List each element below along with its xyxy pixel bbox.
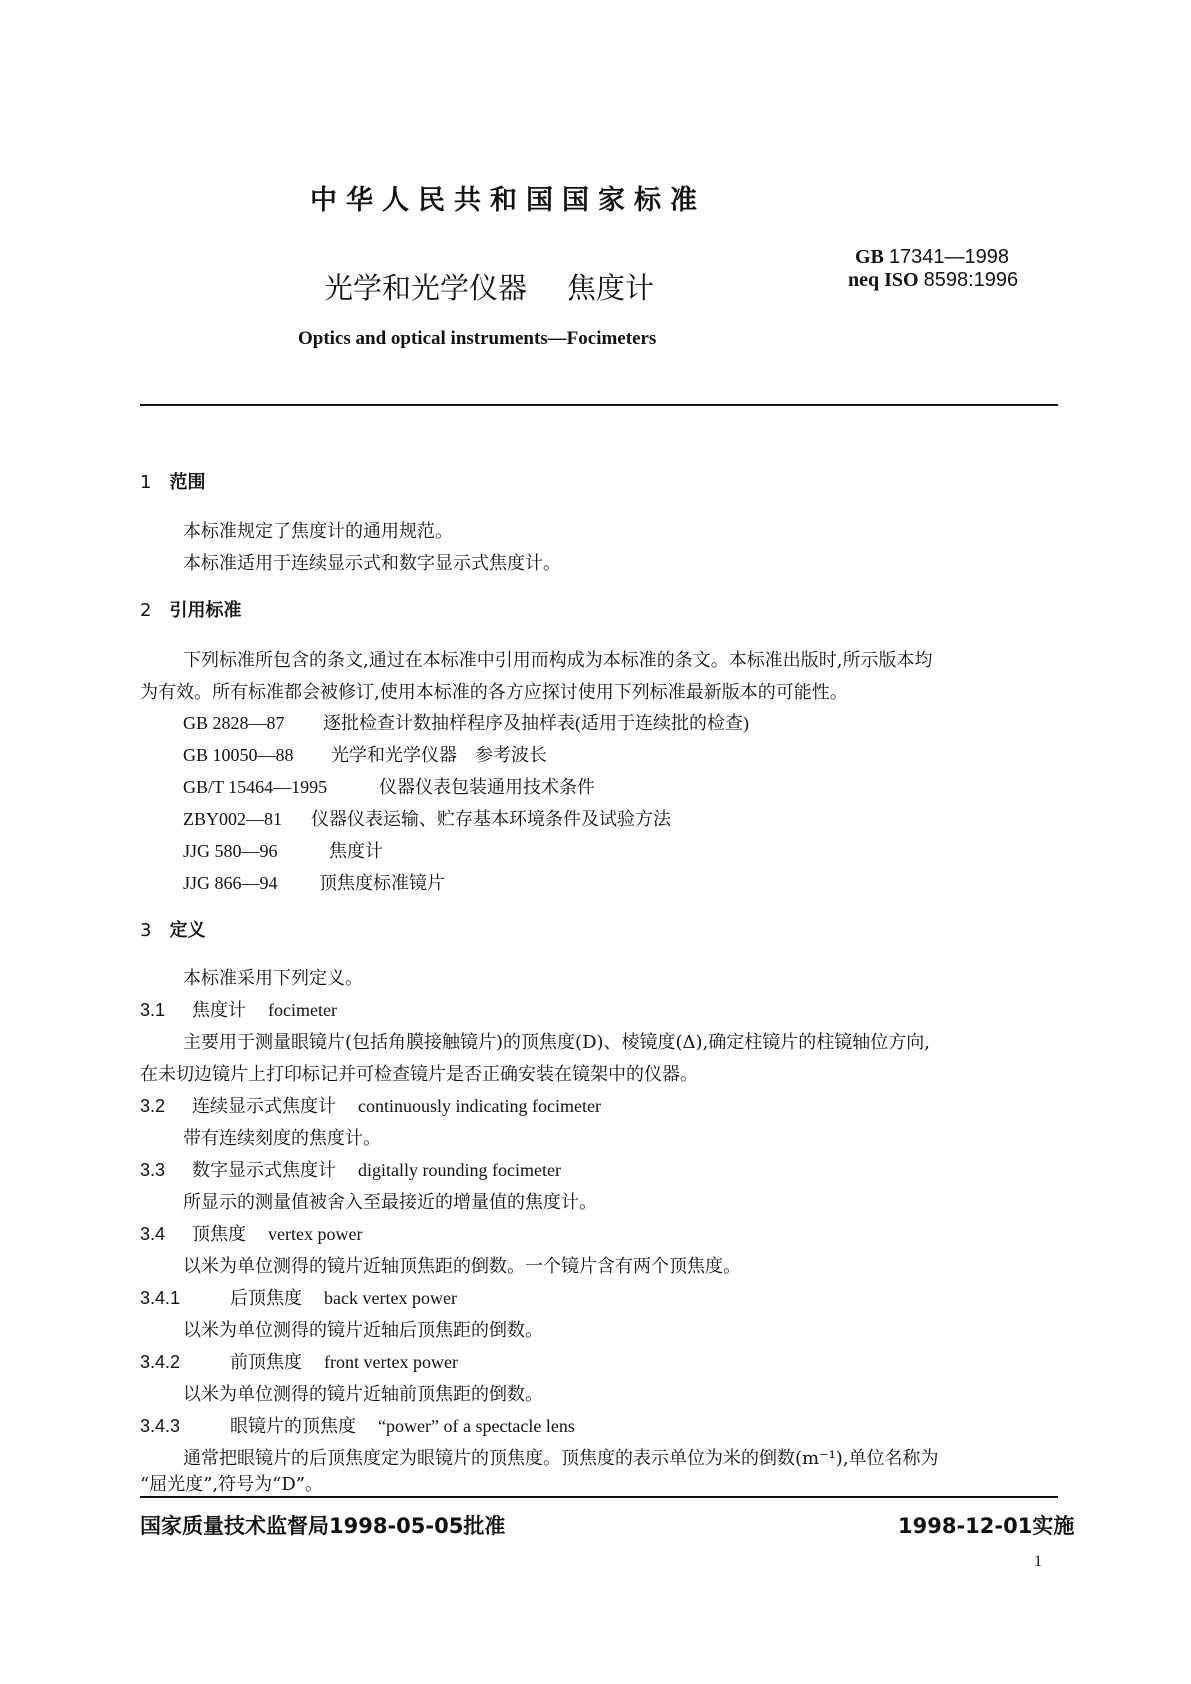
definition-term-en: focimeter — [268, 1000, 337, 1020]
section-1-number: 1 — [140, 472, 152, 493]
definition-term-en: continuously indicating focimeter — [358, 1096, 601, 1116]
definition-term-cn: 眼镜片的顶焦度 — [230, 1416, 356, 1437]
definition-3-4-1-text: 以米为单位测得的镜片近轴后顶焦距的倒数。 — [183, 1320, 543, 1341]
definition-number: 3.4.3 — [140, 1416, 181, 1436]
section-3-title: 定义 — [169, 920, 206, 941]
standard-equivalence-prefix: neq ISO — [848, 269, 919, 291]
definition-term-cn: 后顶焦度 — [230, 1288, 302, 1309]
standard-equivalence — [848, 269, 1018, 292]
effective-date: 1998-12-01实施 — [898, 1514, 1075, 1538]
definition-3-3-heading — [140, 1156, 561, 1182]
definition-number: 3.4 — [140, 1224, 166, 1244]
document-title-cn — [324, 266, 654, 307]
definition-number: 3.2 — [140, 1096, 166, 1116]
standard-number-value: 17341—1998 — [888, 246, 1010, 268]
reference-code: JJG 580—96 — [183, 841, 278, 861]
standard-number — [855, 246, 1009, 269]
reference-item — [183, 741, 547, 767]
section-2-title: 引用标准 — [169, 600, 242, 621]
definition-3-4-1-heading — [140, 1284, 457, 1310]
definition-term-cn: 数字显示式焦度计 — [192, 1160, 336, 1181]
section-2-paragraph-line-1: 下列标准所包含的条文,通过在本标准中引用而构成为本标准的条文。本标准出版时,所示版本均 — [183, 650, 933, 671]
definition-3-4-2-text: 以米为单位测得的镜片近轴前顶焦距的倒数。 — [183, 1384, 543, 1405]
reference-title: 仪器仪表包装通用技术条件 — [379, 777, 595, 797]
definition-term-en: digitally rounding focimeter — [358, 1160, 561, 1180]
section-1-paragraph-1: 本标准规定了焦度计的通用规范。 — [183, 521, 453, 542]
definition-3-1-text-line-2: 在未切边镜片上打印标记并可检查镜片是否正确安装在镜架中的仪器。 — [140, 1064, 698, 1085]
top-divider — [140, 404, 1058, 406]
definition-3-4-3-text-line-1: 通常把眼镜片的后顶焦度定为眼镜片的顶焦度。顶焦度的表示单位为米的倒数(m⁻¹),单位名称为 — [183, 1448, 939, 1469]
definition-3-1-text-line-1: 主要用于测量眼镜片(包括角膜接触镜片)的顶焦度(D)、棱镜度(Δ),确定柱镜片的柱镜轴位方向, — [183, 1032, 931, 1053]
definition-number: 3.3 — [140, 1160, 166, 1180]
definition-3-2-heading — [140, 1092, 601, 1118]
title-cn-part1: 光学和光学仪器 — [324, 271, 528, 305]
definition-3-4-2-heading — [140, 1348, 458, 1374]
section-1-title: 范围 — [169, 472, 206, 493]
section-1-heading — [140, 468, 205, 494]
definition-term-cn: 顶焦度 — [192, 1224, 246, 1245]
standard-equivalence-value: 8598:1996 — [923, 269, 1019, 291]
reference-code: JJG 866—94 — [183, 873, 278, 893]
reference-title: 焦度计 — [329, 841, 383, 861]
reference-title: 仪器仪表运输、贮存基本环境条件及试验方法 — [311, 809, 671, 829]
reference-title: 逐批检查计数抽样程序及抽样表(适用于连续批的检查) — [323, 713, 749, 733]
document-title-en: Optics and optical instruments—Focimeters — [298, 328, 657, 349]
definition-3-4-heading — [140, 1220, 362, 1246]
section-3-number: 3 — [140, 920, 152, 941]
definition-term-cn: 前顶焦度 — [230, 1352, 302, 1373]
section-2-number: 2 — [140, 600, 152, 621]
reference-item — [183, 773, 595, 799]
page-number: 1 — [1034, 1553, 1042, 1570]
approval-statement: 国家质量技术监督局1998-05-05批准 — [140, 1514, 506, 1538]
reference-code: GB/T 15464—1995 — [183, 777, 328, 797]
title-cn-part2: 焦度计 — [567, 271, 655, 305]
section-2-paragraph-line-2: 为有效。所有标准都会被修订,使用本标准的各方应探讨使用下列标准最新版本的可能性。 — [140, 682, 848, 703]
standard-number-prefix: GB — [855, 246, 884, 268]
definition-number: 3.4.1 — [140, 1288, 181, 1308]
reference-code: ZBY002—81 — [183, 809, 282, 829]
reference-title: 光学和光学仪器 参考波长 — [331, 745, 547, 765]
definition-number: 3.4.2 — [140, 1352, 181, 1372]
reference-item — [183, 709, 749, 735]
definition-term-en: vertex power — [268, 1224, 363, 1244]
definition-3-3-text: 所显示的测量值被舍入至最接近的增量值的焦度计。 — [183, 1192, 597, 1213]
definition-term-cn: 连续显示式焦度计 — [192, 1096, 336, 1117]
definition-number: 3.1 — [140, 1000, 166, 1020]
section-1-paragraph-2: 本标准适用于连续显示式和数字显示式焦度计。 — [183, 553, 561, 574]
definition-3-1-heading — [140, 996, 337, 1022]
definition-3-4-3-heading — [140, 1412, 575, 1438]
definition-term-cn: 焦度计 — [192, 1000, 246, 1021]
country-standard-heading: 中华人民共和国国家标准 — [310, 185, 706, 216]
definition-3-4-text: 以米为单位测得的镜片近轴顶焦距的倒数。一个镜片含有两个顶焦度。 — [183, 1256, 741, 1277]
definition-term-en: “power” of a spectacle lens — [378, 1416, 575, 1436]
reference-item — [183, 869, 445, 895]
reference-item — [183, 805, 671, 831]
definition-3-2-text: 带有连续刻度的焦度计。 — [183, 1128, 381, 1149]
reference-item — [183, 837, 383, 863]
bottom-divider — [140, 1496, 1058, 1498]
definition-term-en: front vertex power — [324, 1352, 458, 1372]
reference-code: GB 2828—87 — [183, 713, 285, 733]
definition-term-en: back vertex power — [324, 1288, 457, 1308]
section-2-heading — [140, 596, 241, 622]
reference-title: 顶焦度标准镜片 — [319, 873, 445, 893]
section-3-heading — [140, 916, 205, 942]
reference-code: GB 10050—88 — [183, 745, 294, 765]
section-3-paragraph: 本标准采用下列定义。 — [183, 968, 363, 989]
definition-3-4-3-text-line-2: “屈光度”,符号为“D”。 — [140, 1474, 323, 1495]
